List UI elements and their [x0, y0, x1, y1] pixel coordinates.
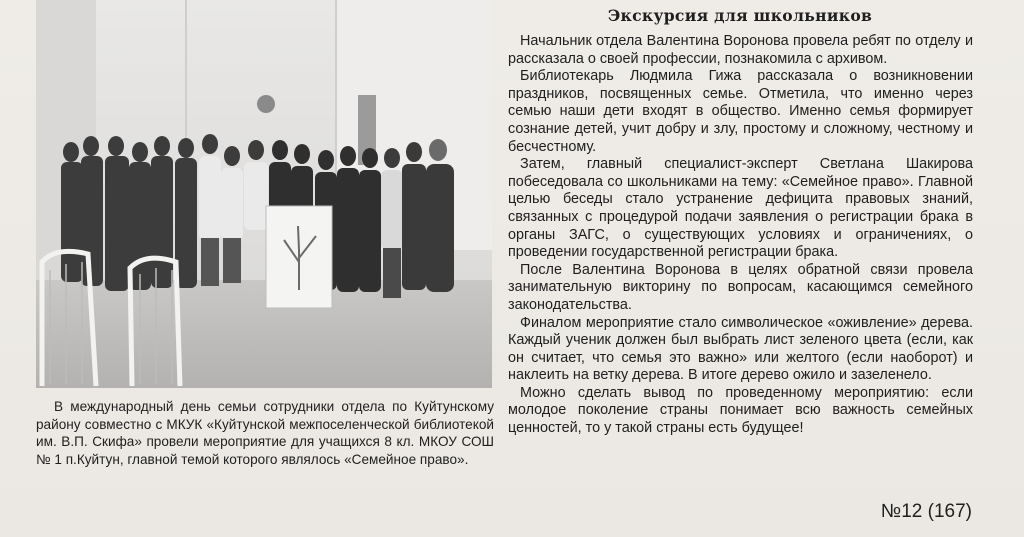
article-paragraph: Финалом мероприятие стало символическое «оживление» дерева. Каждый ученик должен был выбрать лист зеленого цвета (если, как он считает, что семья это важно» или желтого (если наоборот) и наклеить на ветку дерева. В итоге дерево ожило и зазеленело. — [508, 314, 973, 384]
issue-number: №12 (167) — [880, 501, 972, 522]
article-paragraph: Библиотекарь Людмила Гижа рассказала о возникновении праздников, посвященных семье. Отметила, что именно через семью наши дети входят в общество. Именно семья формирует сознание детей, учит добру и злу, простому и сложному, честному и бесчестному. — [508, 68, 973, 155]
article-paragraph: Затем, главный специалист-эксперт Светлана Шакирова побеседовала со школьниками на тему: «Семейное право». Главной целью беседы стало устранение дефицита правовых знаний, связанных с процедурой подачи заявления о регистрации брака в органы ЗАГС, о существующих условиях и ограничениях, о проведении государственной регистрации брака. — [508, 156, 973, 261]
article-paragraph: После Валентина Воронова в целях обратной связи провела занимательную викторину по вопросам, касающимся семейного законодательства. — [508, 261, 973, 313]
article-body — [508, 33, 973, 438]
group-photo-image — [36, 0, 492, 388]
article-paragraph: Начальник отдела Валентина Воронова провела ребят по отделу и рассказала о своей профессии, познакомила с архивом. — [508, 33, 973, 67]
article-paragraph: Можно сделать вывод по проведенному мероприятию: если молодое поколение страны понимает всю важность семейных ценностей, то у такой страны есть будущее! — [508, 384, 973, 437]
photo-caption — [36, 398, 494, 468]
article-title: Экскурсия для школьников — [607, 6, 873, 25]
group-photo — [36, 0, 492, 388]
caption-text: В международный день семьи сотрудники отдела по Куйтунскому району совместно с МКУК «Куйтунской межпоселенческой библиотекой им. В.П. Скифа» провели мероприятие для учащихся 8 кл. МКОУ СОШ № 1 п.Куйтун, главной темой которого являлось «Семейное право». — [36, 399, 494, 467]
